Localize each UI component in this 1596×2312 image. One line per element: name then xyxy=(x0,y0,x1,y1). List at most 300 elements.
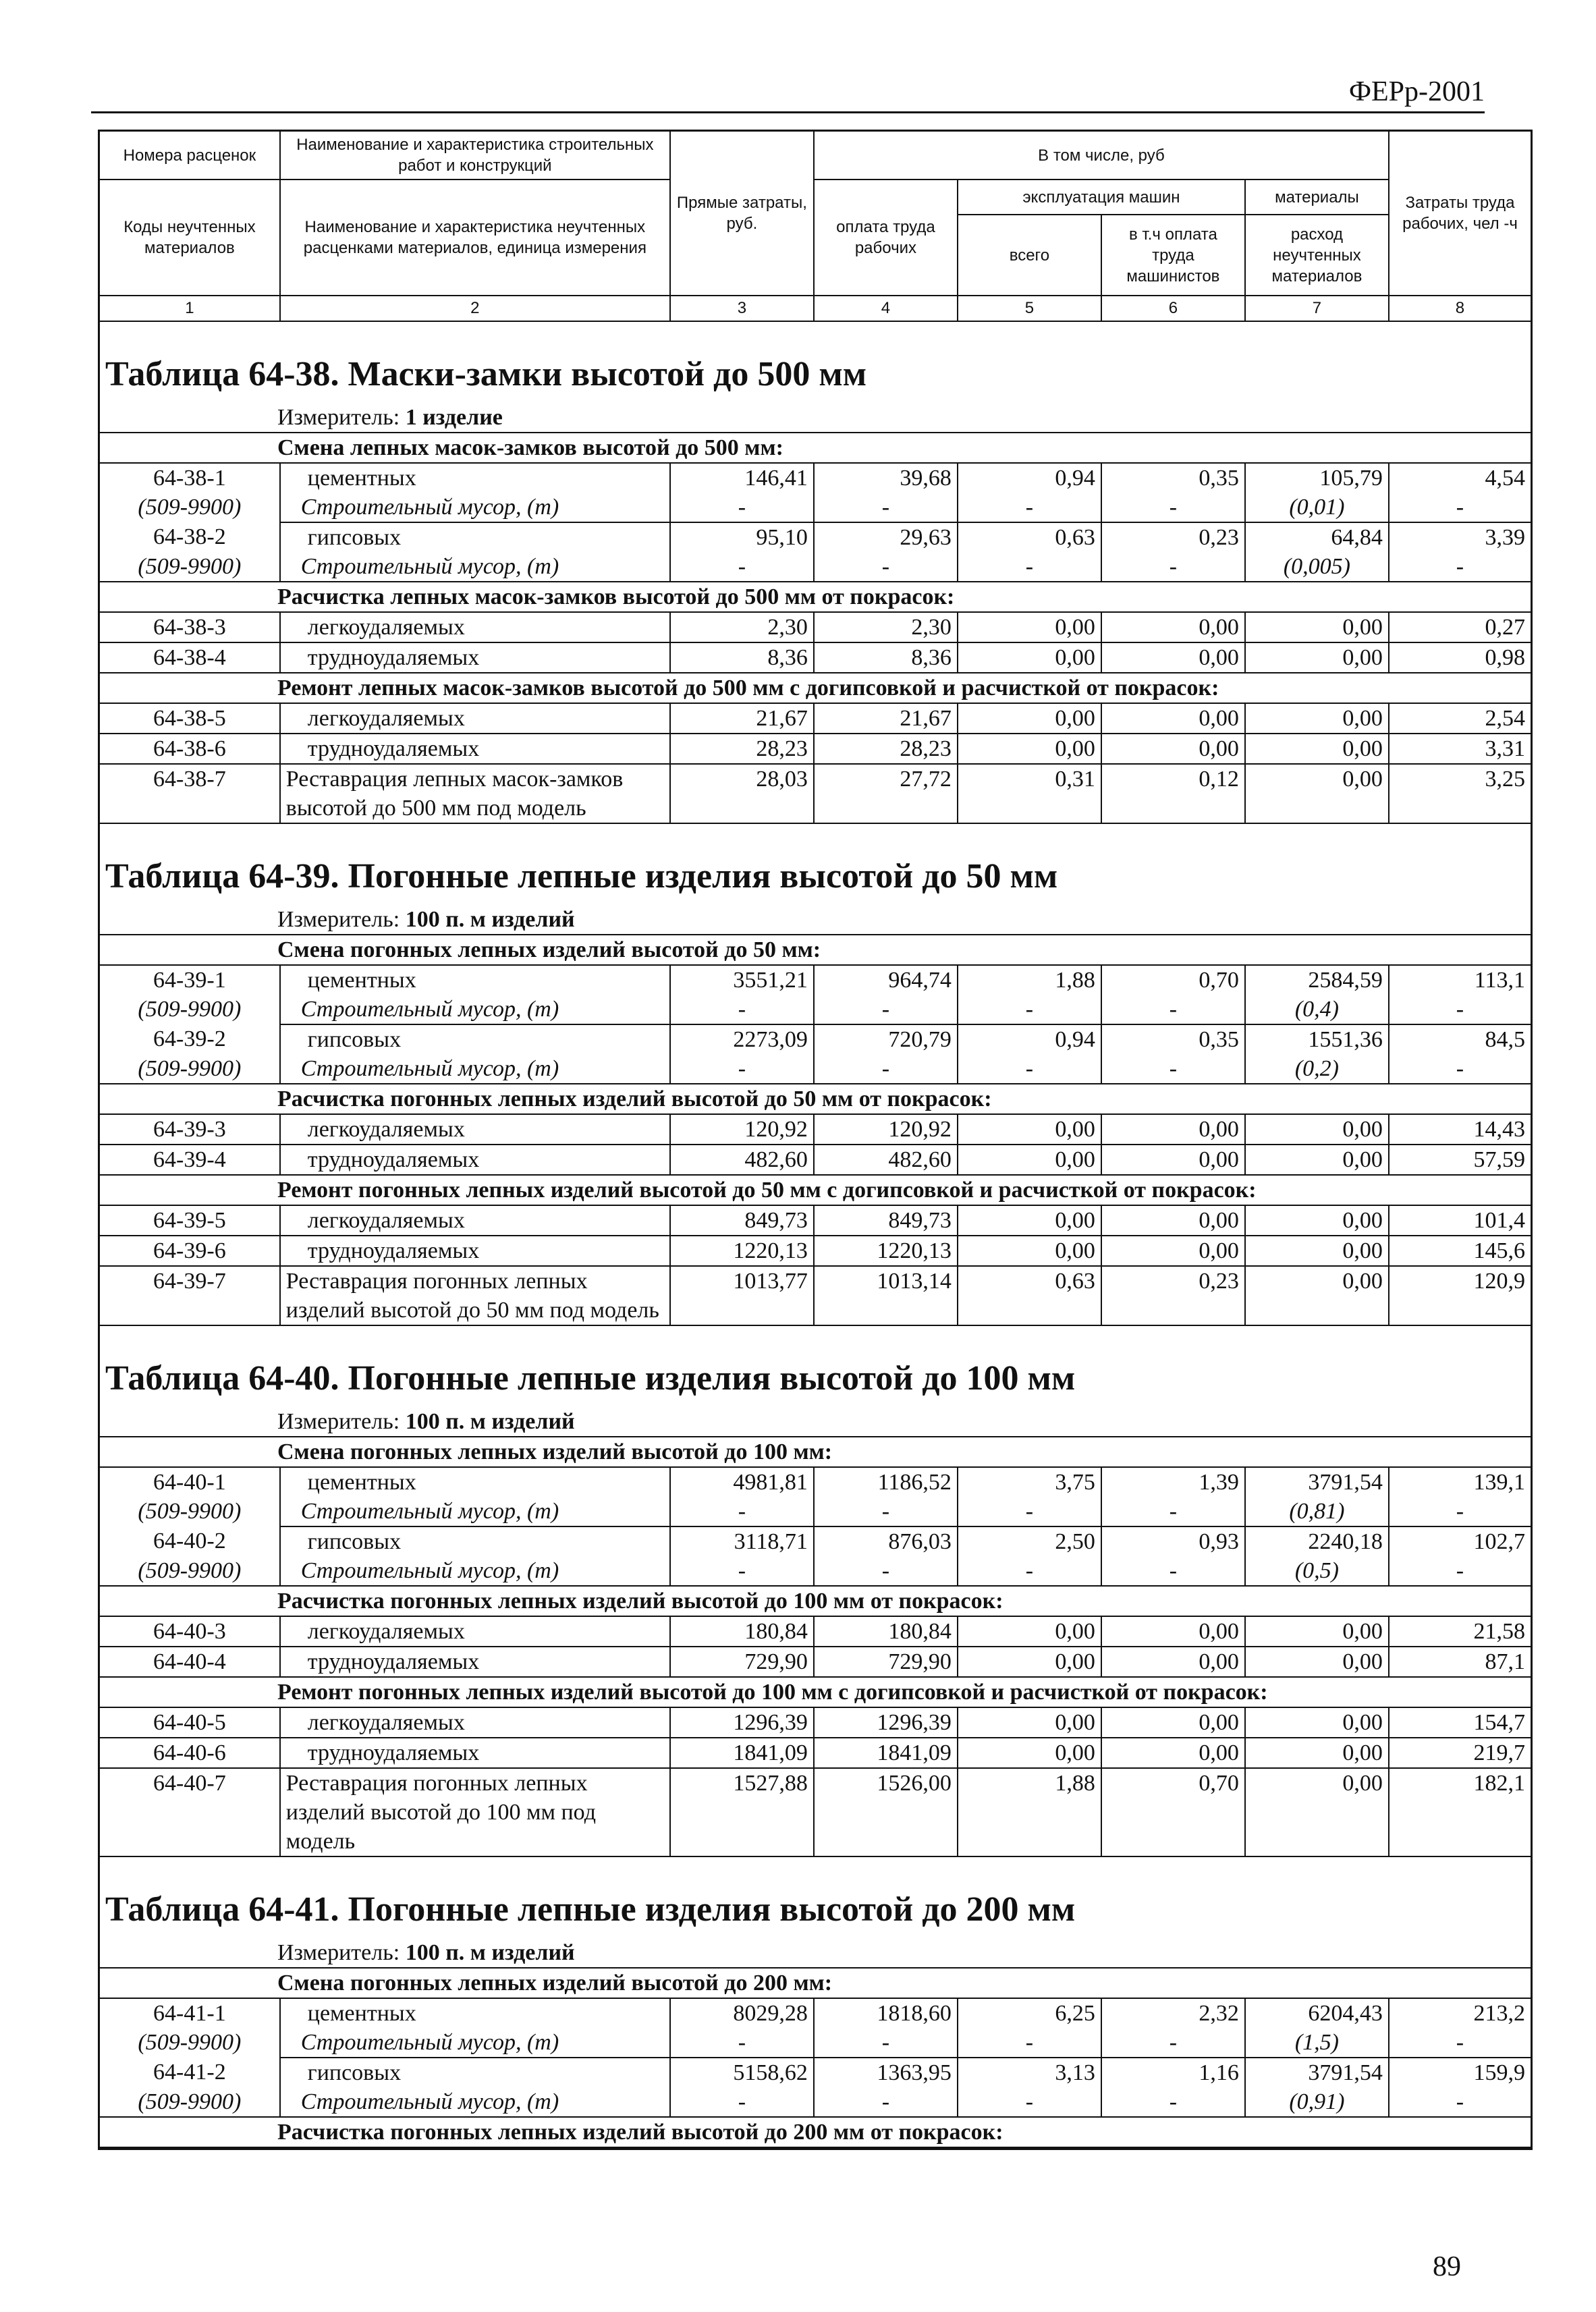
value-c4: 29,63 xyxy=(814,522,958,552)
value-c8: 0,27 xyxy=(1389,612,1531,642)
group-heading: Ремонт погонных лепных изделий высотой до 100 мм с догипсовкой и расчисткой от покрасок: xyxy=(100,1677,1531,1707)
col-header-total: всего xyxy=(958,215,1101,296)
group-heading: Ремонт погонных лепных изделий высотой до 50 мм с догипсовкой и расчисткой от покрасок: xyxy=(100,1175,1531,1205)
value-c8: 84,5 xyxy=(1389,1024,1531,1054)
material-code: (509-9900) xyxy=(100,2087,280,2117)
value-c5: 0,00 xyxy=(958,642,1101,673)
table-title: Таблица 64-40. Погонные лепные изделия высотой до 100 мм xyxy=(105,1358,1076,1398)
rate-row xyxy=(100,2058,1531,2087)
dash-cell: - xyxy=(958,1497,1101,1526)
material-usage: (0,01) xyxy=(1245,493,1389,522)
rate-name: цементных xyxy=(280,965,670,995)
value-c7: 3791,54 xyxy=(1245,2058,1389,2087)
rate-row xyxy=(100,1998,1531,2028)
column-header-table xyxy=(100,132,1531,322)
value-c6: 0,00 xyxy=(1101,1707,1245,1738)
group-heading: Смена погонных лепных изделий высотой до 50 мм: xyxy=(100,935,1531,965)
page-number: 89 xyxy=(1433,2251,1461,2282)
rate-name: легкоудаляемых xyxy=(280,612,670,642)
rate-name: Реставрация погонных лепных изделий высотой до 50 мм под модель xyxy=(280,1266,670,1325)
value-c8: 3,25 xyxy=(1389,764,1531,823)
group-heading-row xyxy=(100,1437,1531,1467)
rate-name: гипсовых xyxy=(280,1024,670,1054)
value-c5: 0,00 xyxy=(958,703,1101,734)
value-c8: 182,1 xyxy=(1389,1768,1531,1856)
dash-cell: - xyxy=(670,1054,814,1084)
rates-table xyxy=(100,1436,1531,1857)
rate-code: 64-40-6 xyxy=(100,1738,280,1768)
material-name: Строительный мусор, (т) xyxy=(280,2028,670,2058)
value-c6: 1,39 xyxy=(1101,1467,1245,1497)
value-c8: 3,31 xyxy=(1389,734,1531,764)
value-c5: 0,31 xyxy=(958,764,1101,823)
value-c5: 2,50 xyxy=(958,1526,1101,1556)
table-section xyxy=(100,1326,1531,1857)
dash-cell: - xyxy=(1389,1556,1531,1586)
value-c6: 0,70 xyxy=(1101,1768,1245,1856)
value-c5: 0,00 xyxy=(958,1236,1101,1266)
value-c3: 849,73 xyxy=(670,1205,814,1236)
dash-cell: - xyxy=(1389,493,1531,522)
value-c6: 0,00 xyxy=(1101,612,1245,642)
rate-code: 64-39-5 xyxy=(100,1205,280,1236)
value-c7: 0,00 xyxy=(1245,1738,1389,1768)
value-c5: 0,00 xyxy=(958,1114,1101,1145)
value-c6: 0,23 xyxy=(1101,1266,1245,1325)
value-c6: 0,00 xyxy=(1101,642,1245,673)
value-c8: 154,7 xyxy=(1389,1707,1531,1738)
group-heading: Расчистка погонных лепных изделий высотой до 50 мм от покрасок: xyxy=(100,1084,1531,1114)
value-c7: 0,00 xyxy=(1245,1236,1389,1266)
value-c4: 720,79 xyxy=(814,1024,958,1054)
value-c3: 1013,77 xyxy=(670,1266,814,1325)
rate-code: 64-40-4 xyxy=(100,1647,280,1677)
value-c8: 145,6 xyxy=(1389,1236,1531,1266)
measurement-unit xyxy=(100,904,1531,934)
col-num: 3 xyxy=(670,296,814,321)
value-c7: 0,00 xyxy=(1245,1616,1389,1647)
group-heading: Расчистка погонных лепных изделий высотой до 100 мм от покрасок: xyxy=(100,1586,1531,1616)
col-header-material-codes: Коды неучтенных материалов xyxy=(100,180,280,296)
page-frame xyxy=(98,130,1533,2150)
group-heading-row xyxy=(100,935,1531,965)
material-name: Строительный мусор, (т) xyxy=(280,552,670,582)
value-c3: 482,60 xyxy=(670,1145,814,1175)
value-c7: 6204,43 xyxy=(1245,1998,1389,2028)
dash-cell: - xyxy=(670,552,814,582)
value-c8: 14,43 xyxy=(1389,1114,1531,1145)
measurement-label: Измеритель: xyxy=(277,906,406,932)
value-c8: 2,54 xyxy=(1389,703,1531,734)
value-c6: 0,00 xyxy=(1101,1738,1245,1768)
rate-row xyxy=(100,703,1531,734)
value-c4: 1818,60 xyxy=(814,1998,958,2028)
value-c4: 1363,95 xyxy=(814,2058,958,2087)
rate-row xyxy=(100,522,1531,552)
header-rule xyxy=(91,111,1485,113)
group-heading: Расчистка лепных масок-замков высотой до 500 мм от покрасок: xyxy=(100,582,1531,612)
value-c6: 0,00 xyxy=(1101,703,1245,734)
dash-cell: - xyxy=(1389,2028,1531,2058)
rate-name: легкоудаляемых xyxy=(280,1707,670,1738)
rate-code: 64-39-4 xyxy=(100,1145,280,1175)
material-row xyxy=(100,1497,1531,1526)
dash-cell: - xyxy=(1389,2087,1531,2117)
rate-code: 64-41-2 xyxy=(100,2058,280,2087)
value-c8: 21,58 xyxy=(1389,1616,1531,1647)
dash-cell: - xyxy=(958,493,1101,522)
value-c8: 87,1 xyxy=(1389,1647,1531,1677)
rate-code: 64-39-3 xyxy=(100,1114,280,1145)
rate-name: гипсовых xyxy=(280,522,670,552)
value-c8: 57,59 xyxy=(1389,1145,1531,1175)
value-c4: 120,92 xyxy=(814,1114,958,1145)
col-num: 5 xyxy=(958,296,1101,321)
col-header-including: В том числе, руб xyxy=(814,132,1389,180)
value-c5: 0,94 xyxy=(958,1024,1101,1054)
value-c6: 0,00 xyxy=(1101,734,1245,764)
group-heading: Смена лепных масок-замков высотой до 500 мм: xyxy=(100,433,1531,463)
dash-cell: - xyxy=(814,1556,958,1586)
material-row xyxy=(100,1054,1531,1084)
value-c6: 0,23 xyxy=(1101,522,1245,552)
value-c5: 0,00 xyxy=(958,1738,1101,1768)
rate-code: 64-38-6 xyxy=(100,734,280,764)
group-heading-row xyxy=(100,433,1531,463)
rate-row xyxy=(100,1145,1531,1175)
dash-cell: - xyxy=(1101,1497,1245,1526)
material-usage: (0,81) xyxy=(1245,1497,1389,1526)
value-c5: 6,25 xyxy=(958,1998,1101,2028)
rate-code: 64-39-1 xyxy=(100,965,280,995)
dash-cell: - xyxy=(958,2087,1101,2117)
value-c5: 0,00 xyxy=(958,734,1101,764)
rate-name: Реставрация погонных лепных изделий высотой до 100 мм под модель xyxy=(280,1768,670,1856)
value-c4: 1186,52 xyxy=(814,1467,958,1497)
dash-cell: - xyxy=(814,1054,958,1084)
rate-name: трудноудаляемых xyxy=(280,1145,670,1175)
rate-name: цементных xyxy=(280,1467,670,1497)
rate-code: 64-40-3 xyxy=(100,1616,280,1647)
rate-row xyxy=(100,1467,1531,1497)
value-c6: 0,93 xyxy=(1101,1526,1245,1556)
group-heading: Расчистка погонных лепных изделий высотой до 200 мм от покрасок: xyxy=(100,2117,1531,2147)
value-c7: 3791,54 xyxy=(1245,1467,1389,1497)
value-c7: 0,00 xyxy=(1245,1114,1389,1145)
material-usage: (0,2) xyxy=(1245,1054,1389,1084)
rate-row xyxy=(100,1024,1531,1054)
dash-cell: - xyxy=(958,1556,1101,1586)
value-c4: 1526,00 xyxy=(814,1768,958,1856)
dash-cell: - xyxy=(814,2028,958,2058)
rate-code: 64-41-1 xyxy=(100,1998,280,2028)
column-numbers-row xyxy=(100,296,1531,321)
value-c7: 2584,59 xyxy=(1245,965,1389,995)
value-c8: 113,1 xyxy=(1389,965,1531,995)
value-c3: 8029,28 xyxy=(670,1998,814,2028)
value-c4: 1220,13 xyxy=(814,1236,958,1266)
value-c7: 0,00 xyxy=(1245,764,1389,823)
material-usage: (0,5) xyxy=(1245,1556,1389,1586)
col-num: 6 xyxy=(1101,296,1245,321)
dash-cell: - xyxy=(1389,995,1531,1024)
rate-row xyxy=(100,612,1531,642)
value-c7: 105,79 xyxy=(1245,463,1389,493)
table-section xyxy=(100,1857,1531,2148)
group-heading-row xyxy=(100,582,1531,612)
value-c5: 0,00 xyxy=(958,1145,1101,1175)
value-c8: 219,7 xyxy=(1389,1738,1531,1768)
material-name: Строительный мусор, (т) xyxy=(280,995,670,1024)
material-row xyxy=(100,493,1531,522)
value-c8: 159,9 xyxy=(1389,2058,1531,2087)
dash-cell: - xyxy=(814,2087,958,2117)
rate-code: 64-40-7 xyxy=(100,1768,280,1856)
value-c6: 0,35 xyxy=(1101,463,1245,493)
rate-code: 64-40-5 xyxy=(100,1707,280,1738)
rate-row xyxy=(100,1526,1531,1556)
rate-name: цементных xyxy=(280,1998,670,2028)
col-header-operators: в т.ч оплата труда машинистов xyxy=(1101,215,1245,296)
material-usage: (0,91) xyxy=(1245,2087,1389,2117)
value-c3: 95,10 xyxy=(670,522,814,552)
value-c3: 146,41 xyxy=(670,463,814,493)
col-num: 4 xyxy=(814,296,958,321)
dash-cell: - xyxy=(1389,1054,1531,1084)
col-header-rates: Номера расценок xyxy=(100,132,280,180)
value-c7: 64,84 xyxy=(1245,522,1389,552)
value-c7: 0,00 xyxy=(1245,1707,1389,1738)
value-c6: 0,00 xyxy=(1101,1205,1245,1236)
rate-name: трудноудаляемых xyxy=(280,642,670,673)
value-c3: 28,03 xyxy=(670,764,814,823)
value-c5: 0,00 xyxy=(958,1616,1101,1647)
dash-cell: - xyxy=(1101,552,1245,582)
bottom-rule xyxy=(100,2148,1531,2150)
value-c7: 0,00 xyxy=(1245,642,1389,673)
rate-name: трудноудаляемых xyxy=(280,1236,670,1266)
value-c7: 2240,18 xyxy=(1245,1526,1389,1556)
group-heading: Смена погонных лепных изделий высотой до 200 мм: xyxy=(100,1968,1531,1998)
value-c7: 0,00 xyxy=(1245,1647,1389,1677)
col-header-direct-costs: Прямые затраты, руб. xyxy=(670,132,814,296)
material-row xyxy=(100,1556,1531,1586)
value-c3: 1527,88 xyxy=(670,1768,814,1856)
rate-code: 64-38-2 xyxy=(100,522,280,552)
table-title: Таблица 64-38. Маски-замки высотой до 500 мм xyxy=(105,354,867,393)
value-c4: 1013,14 xyxy=(814,1266,958,1325)
col-num: 7 xyxy=(1245,296,1389,321)
value-c3: 120,92 xyxy=(670,1114,814,1145)
rate-row xyxy=(100,1647,1531,1677)
rate-code: 64-39-6 xyxy=(100,1236,280,1266)
dash-cell: - xyxy=(958,552,1101,582)
value-c8: 101,4 xyxy=(1389,1205,1531,1236)
dash-cell: - xyxy=(958,2028,1101,2058)
value-c4: 28,23 xyxy=(814,734,958,764)
material-name: Строительный мусор, (т) xyxy=(280,1556,670,1586)
value-c6: 1,16 xyxy=(1101,2058,1245,2087)
rate-code: 64-38-3 xyxy=(100,612,280,642)
value-c6: 0,00 xyxy=(1101,1145,1245,1175)
dash-cell: - xyxy=(1101,2028,1245,2058)
value-c5: 1,88 xyxy=(958,965,1101,995)
col-header-material-names: Наименование и характеристика неучтенных расценками материалов, единица измерения xyxy=(280,180,670,296)
value-c5: 1,88 xyxy=(958,1768,1101,1856)
dash-cell: - xyxy=(814,493,958,522)
value-c4: 876,03 xyxy=(814,1526,958,1556)
material-usage: (0,4) xyxy=(1245,995,1389,1024)
measurement-value: 1 изделие xyxy=(405,404,503,430)
dash-cell: - xyxy=(670,2028,814,2058)
rate-row xyxy=(100,1616,1531,1647)
value-c7: 1551,36 xyxy=(1245,1024,1389,1054)
value-c8: 120,9 xyxy=(1389,1266,1531,1325)
value-c3: 3551,21 xyxy=(670,965,814,995)
value-c7: 0,00 xyxy=(1245,734,1389,764)
dash-cell: - xyxy=(670,493,814,522)
rate-code: 64-38-1 xyxy=(100,463,280,493)
table-title: Таблица 64-39. Погонные лепные изделия высотой до 50 мм xyxy=(105,856,1058,896)
value-c3: 180,84 xyxy=(670,1616,814,1647)
material-usage: (1,5) xyxy=(1245,2028,1389,2058)
value-c3: 1296,39 xyxy=(670,1707,814,1738)
value-c3: 4981,81 xyxy=(670,1467,814,1497)
value-c3: 1841,09 xyxy=(670,1738,814,1768)
value-c8: 0,98 xyxy=(1389,642,1531,673)
material-row xyxy=(100,2028,1531,2058)
dash-cell: - xyxy=(958,1054,1101,1084)
rate-row xyxy=(100,1738,1531,1768)
rate-code: 64-39-2 xyxy=(100,1024,280,1054)
rate-name: трудноудаляемых xyxy=(280,734,670,764)
value-c4: 39,68 xyxy=(814,463,958,493)
value-c5: 3,75 xyxy=(958,1467,1101,1497)
value-c4: 849,73 xyxy=(814,1205,958,1236)
material-row xyxy=(100,2087,1531,2117)
material-usage: (0,005) xyxy=(1245,552,1389,582)
value-c5: 0,94 xyxy=(958,463,1101,493)
group-heading-row xyxy=(100,1677,1531,1707)
measurement-unit xyxy=(100,1406,1531,1436)
col-header-material-usage: расход неучтенных материалов xyxy=(1245,215,1389,296)
measurement-unit xyxy=(100,402,1531,432)
rate-row xyxy=(100,1707,1531,1738)
col-num: 8 xyxy=(1389,296,1531,321)
value-c5: 0,63 xyxy=(958,522,1101,552)
rate-name: легкоудаляемых xyxy=(280,1114,670,1145)
col-header-works: Наименование и характеристика строительных работ и конструкций xyxy=(280,132,670,180)
value-c8: 3,39 xyxy=(1389,522,1531,552)
value-c5: 0,63 xyxy=(958,1266,1101,1325)
material-code: (509-9900) xyxy=(100,1556,280,1586)
value-c5: 0,00 xyxy=(958,1205,1101,1236)
rates-table xyxy=(100,934,1531,1326)
material-code: (509-9900) xyxy=(100,1054,280,1084)
group-heading-row xyxy=(100,1968,1531,1998)
dash-cell: - xyxy=(670,1497,814,1526)
value-c5: 0,00 xyxy=(958,612,1101,642)
value-c4: 482,60 xyxy=(814,1145,958,1175)
rate-row xyxy=(100,642,1531,673)
rate-row xyxy=(100,1114,1531,1145)
group-heading: Смена погонных лепных изделий высотой до 100 мм: xyxy=(100,1437,1531,1467)
value-c7: 0,00 xyxy=(1245,1145,1389,1175)
dash-cell: - xyxy=(1101,2087,1245,2117)
rate-code: 64-38-7 xyxy=(100,764,280,823)
rate-row xyxy=(100,734,1531,764)
value-c4: 1841,09 xyxy=(814,1738,958,1768)
value-c4: 21,67 xyxy=(814,703,958,734)
col-header-wages: оплата труда рабочих xyxy=(814,180,958,296)
rate-name: трудноудаляемых xyxy=(280,1647,670,1677)
value-c5: 3,13 xyxy=(958,2058,1101,2087)
value-c7: 0,00 xyxy=(1245,612,1389,642)
value-c8: 102,7 xyxy=(1389,1526,1531,1556)
rate-name: легкоудаляемых xyxy=(280,1616,670,1647)
measurement-label: Измеритель: xyxy=(277,1408,406,1434)
value-c6: 0,00 xyxy=(1101,1647,1245,1677)
rate-row xyxy=(100,965,1531,995)
material-code: (509-9900) xyxy=(100,995,280,1024)
rate-code: 64-38-4 xyxy=(100,642,280,673)
value-c3: 1220,13 xyxy=(670,1236,814,1266)
group-heading-row xyxy=(100,1586,1531,1616)
dash-cell: - xyxy=(814,1497,958,1526)
material-name: Строительный мусор, (т) xyxy=(280,1054,670,1084)
measurement-label: Измеритель: xyxy=(277,404,406,430)
group-heading: Ремонт лепных масок-замков высотой до 500 мм с догипсовкой и расчисткой от покрасок: xyxy=(100,673,1531,703)
rate-row xyxy=(100,764,1531,823)
col-num: 1 xyxy=(100,296,280,321)
value-c8: 4,54 xyxy=(1389,463,1531,493)
table-title: Таблица 64-41. Погонные лепные изделия высотой до 200 мм xyxy=(105,1890,1076,1929)
value-c7: 0,00 xyxy=(1245,703,1389,734)
value-c7: 0,00 xyxy=(1245,1205,1389,1236)
doc-header-title: ФЕРр-2001 xyxy=(1348,76,1485,107)
value-c6: 0,35 xyxy=(1101,1024,1245,1054)
dash-cell: - xyxy=(1101,1556,1245,1586)
group-heading-row xyxy=(100,1175,1531,1205)
value-c6: 0,12 xyxy=(1101,764,1245,823)
table-section xyxy=(100,824,1531,1326)
value-c4: 964,74 xyxy=(814,965,958,995)
rate-name: легкоудаляемых xyxy=(280,703,670,734)
col-header-materials: материалы xyxy=(1245,180,1389,215)
rate-row xyxy=(100,1236,1531,1266)
value-c5: 0,00 xyxy=(958,1707,1101,1738)
material-code: (509-9900) xyxy=(100,493,280,522)
dash-cell: - xyxy=(1389,552,1531,582)
value-c8: 139,1 xyxy=(1389,1467,1531,1497)
dash-cell: - xyxy=(814,995,958,1024)
group-heading-row xyxy=(100,2117,1531,2147)
value-c6: 0,70 xyxy=(1101,965,1245,995)
rates-table xyxy=(100,1967,1531,2148)
value-c3: 2273,09 xyxy=(670,1024,814,1054)
rate-row xyxy=(100,1205,1531,1236)
value-c3: 3118,71 xyxy=(670,1526,814,1556)
rate-name: цементных xyxy=(280,463,670,493)
dash-cell: - xyxy=(958,995,1101,1024)
group-heading-row xyxy=(100,1084,1531,1114)
material-code: (509-9900) xyxy=(100,2028,280,2058)
material-code: (509-9900) xyxy=(100,552,280,582)
rate-name: гипсовых xyxy=(280,1526,670,1556)
value-c8: 213,2 xyxy=(1389,1998,1531,2028)
dash-cell: - xyxy=(670,995,814,1024)
value-c3: 28,23 xyxy=(670,734,814,764)
